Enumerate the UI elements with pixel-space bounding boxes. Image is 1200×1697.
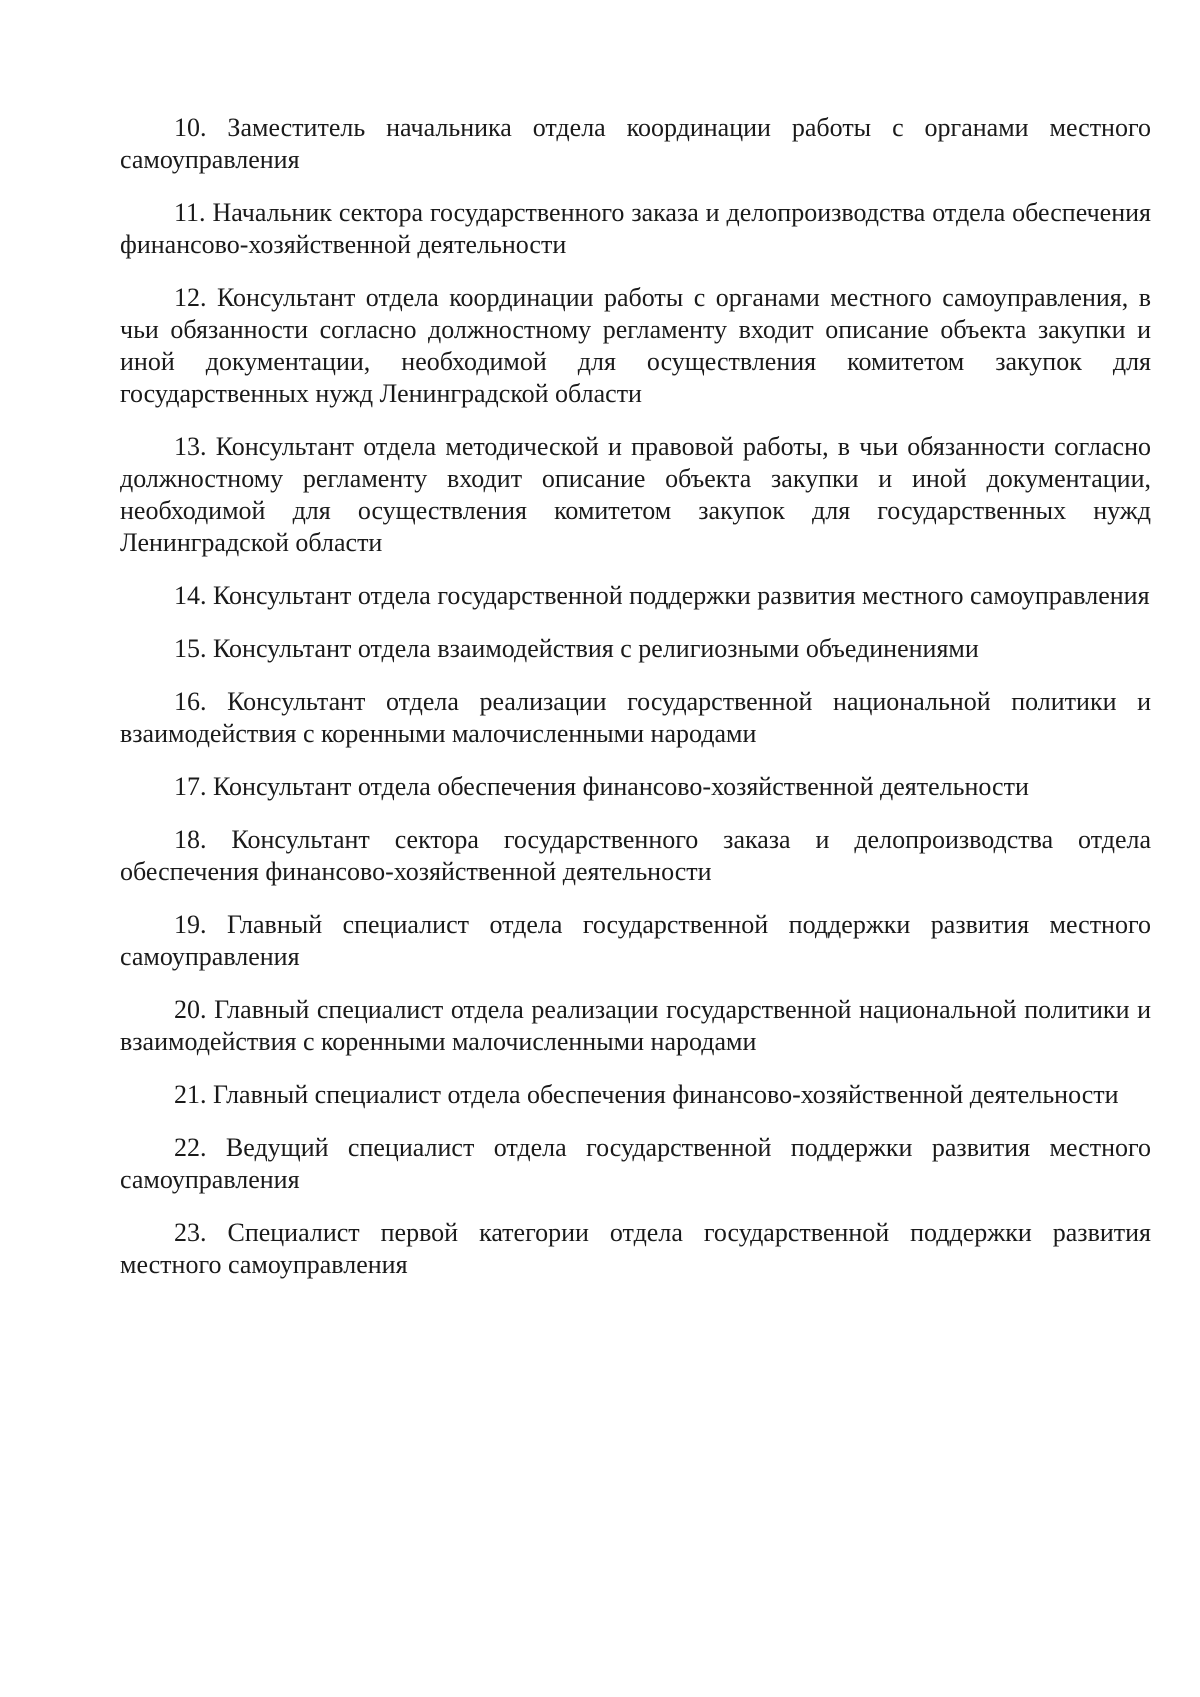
list-item: 17. Консультант отдела обеспечения финансово-хозяйственной деятельности — [174, 772, 1029, 801]
list-item: 15. Консультант отдела взаимодействия с религиозными объединениями — [174, 634, 979, 663]
position-list — [120, 112, 1151, 1302]
list-item: 23. Специалист первой категории отдела государственной поддержки развития местного самоуправления — [120, 1218, 1151, 1279]
list-item: 10. Заместитель начальника отдела координации работы с органами местного самоуправления — [120, 113, 1151, 174]
list-item: 12. Консультант отдела координации работы с органами местного самоуправления, в чьи обязанности согласно должностному регламенту входит описание объекта закупки и иной документации, необходимой для осуществления комитетом закупок для государственных нужд Ленинградской области — [120, 283, 1151, 408]
list-item: 21. Главный специалист отдела обеспечения финансово-хозяйственной деятельности — [174, 1080, 1119, 1109]
list-item: 16. Консультант отдела реализации государственной национальной политики и взаимодействия с коренными малочисленными народами — [120, 687, 1151, 748]
list-item: 13. Консультант отдела методической и правовой работы, в чьи обязанности согласно должностному регламенту входит описание объекта закупки и иной документации, необходимой для осуществления комитетом закупок для государственных нужд Ленинградской области — [120, 432, 1151, 557]
list-item: 11. Начальник сектора государственного заказа и делопроизводства отдела обеспечения финансово-хозяйственной деятельности — [120, 198, 1151, 259]
list-item: 22. Ведущий специалист отдела государственной поддержки развития местного самоуправления — [120, 1133, 1151, 1194]
list-item: 20. Главный специалист отдела реализации государственной национальной политики и взаимодействия с коренными малочисленными народами — [120, 995, 1151, 1056]
list-item: 14. Консультант отдела государственной поддержки развития местного самоуправления — [174, 581, 1150, 610]
list-item: 18. Консультант сектора государственного заказа и делопроизводства отдела обеспечения финансово-хозяйственной деятельности — [120, 825, 1151, 886]
list-item: 19. Главный специалист отдела государственной поддержки развития местного самоуправления — [120, 910, 1151, 971]
